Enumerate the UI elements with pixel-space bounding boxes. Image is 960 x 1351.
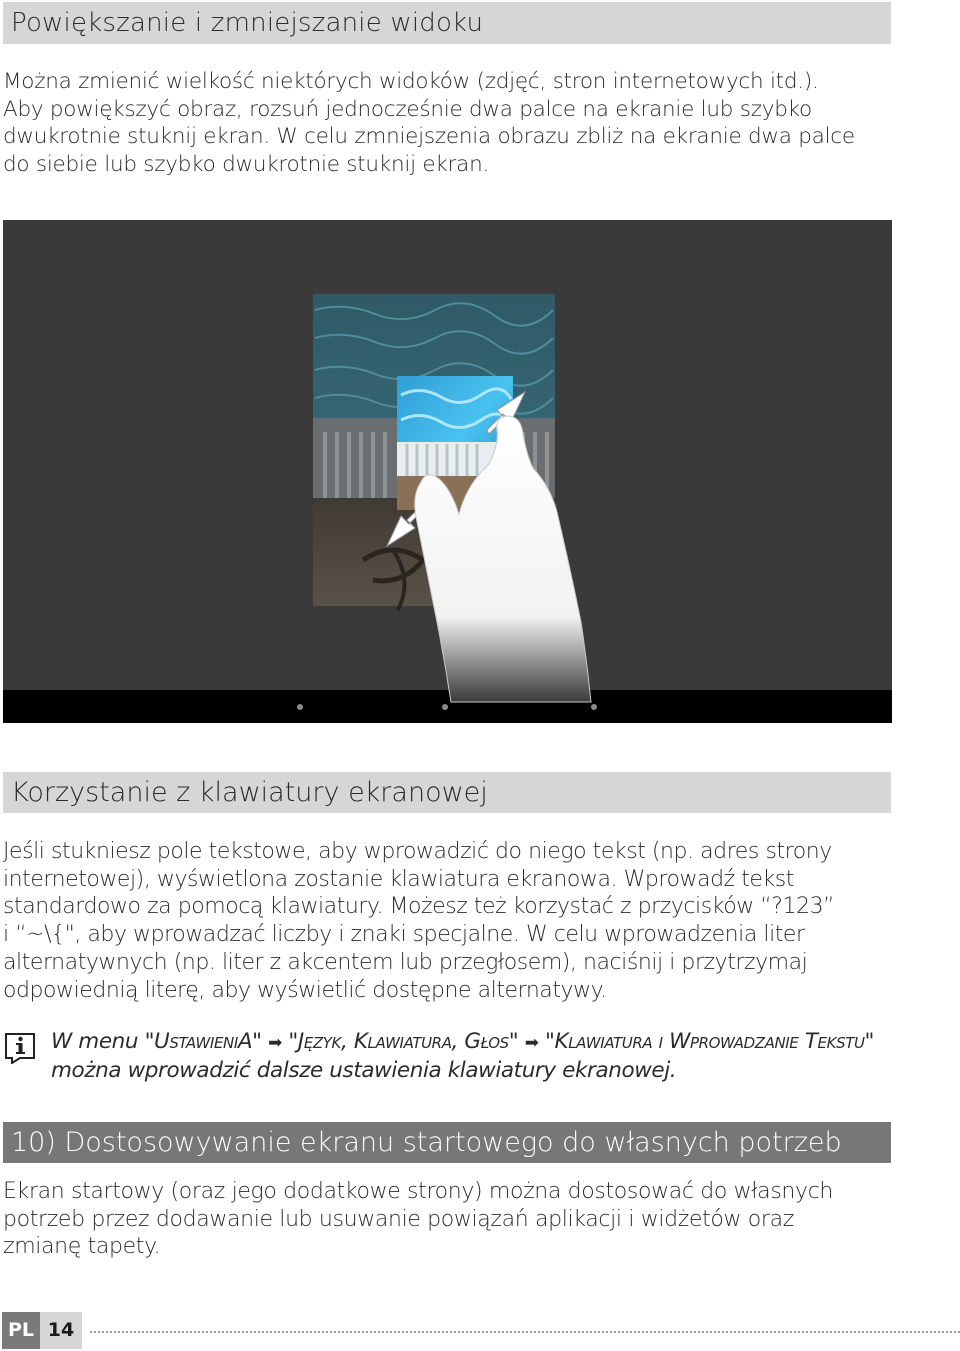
paragraph-line: zmianę tapety. <box>3 1234 161 1260</box>
note-text <box>51 1028 874 1085</box>
zoom-paragraph <box>3 68 891 179</box>
section-header-keyboard <box>3 772 891 813</box>
pinch-zoom-illustration <box>3 220 892 723</box>
nav-dot-icon <box>442 704 448 710</box>
footer-dotted-rule <box>90 1331 960 1333</box>
language-badge: PL <box>2 1312 40 1349</box>
page-footer <box>0 1312 960 1350</box>
info-icon <box>3 1032 37 1064</box>
paragraph-line: do siebie lub szybko dwukrotnie stuknij ekran. <box>3 152 490 178</box>
note-line: można wprowadzić dalsze ustawienia klawiatury ekranowej. <box>51 1058 677 1083</box>
paragraph-line: alternatywnych (np. liter z akcentem lub przegłosem), naciśnij i przytrzymaj <box>3 949 808 975</box>
section-title: Powiększanie i zmniejszanie widoku <box>11 8 484 38</box>
paragraph-line: odpowiednią literę, aby wyświetlić dostępne alternatywy. <box>3 977 607 1003</box>
paragraph-line: Jeśli stukniesz pole tekstowe, aby wprowadzić do niego tekst (np. adres strony <box>3 839 832 864</box>
paragraph-line: Ekran startowy (oraz jego dodatkowe strony) można dostosować do własnych <box>3 1179 834 1204</box>
section-title: Korzystanie z klawiatury ekranowej <box>11 777 488 808</box>
nav-dot-icon <box>591 704 597 710</box>
arrow-right-icon: ➡ <box>524 1033 539 1053</box>
paragraph-line: internetowej), wyświetlona zostanie klawiatura ekranowa. Wprowadź tekst <box>3 866 794 892</box>
note-line <box>51 1028 874 1057</box>
paragraph-line: standardowo za pomocą klawiatury. Możesz też korzystać z przycisków “?123” <box>3 894 835 920</box>
nav-dot-icon <box>297 704 303 710</box>
section-header-zoom <box>3 2 891 44</box>
info-note <box>3 1028 891 1088</box>
menu-path-language: "Język, Klawiatura, Głos" <box>288 1029 519 1054</box>
section-title: 10) Dostosowywanie ekranu startowego do własnych potrzeb <box>11 1127 842 1158</box>
menu-path-keyboard: "Klawiatura i Wprowadzanie Tekstu" <box>545 1029 875 1054</box>
page-number: 14 <box>40 1312 82 1349</box>
home-screen-paragraph <box>3 1178 891 1261</box>
section-header-home-screen <box>3 1122 891 1163</box>
paragraph-line: i “~\{", aby wprowadzać liczby i znaki specjalne. W celu wprowadzenia liter <box>3 922 805 948</box>
note-prefix: W menu <box>51 1029 145 1054</box>
paragraph-line: potrzeb przez dodawanie lub usuwanie powiązań aplikacji i widżetów oraz <box>3 1206 794 1232</box>
menu-path-settings: "UstawieniA" <box>144 1029 262 1054</box>
paragraph-line: Aby powiększyć obraz, rozsuń jednocześnie dwa palce na ekranie lub szybko <box>3 96 812 122</box>
paragraph-line: dwukrotnie stuknij ekran. W celu zmniejszenia obrazu zbliż na ekranie dwa palce <box>3 124 855 150</box>
paragraph-line: Można zmienić wielkość niektórych widoków (zdjęć, stron internetowych itd.). <box>3 69 819 94</box>
keyboard-paragraph <box>3 838 891 1004</box>
arrow-right-icon: ➡ <box>268 1033 282 1053</box>
